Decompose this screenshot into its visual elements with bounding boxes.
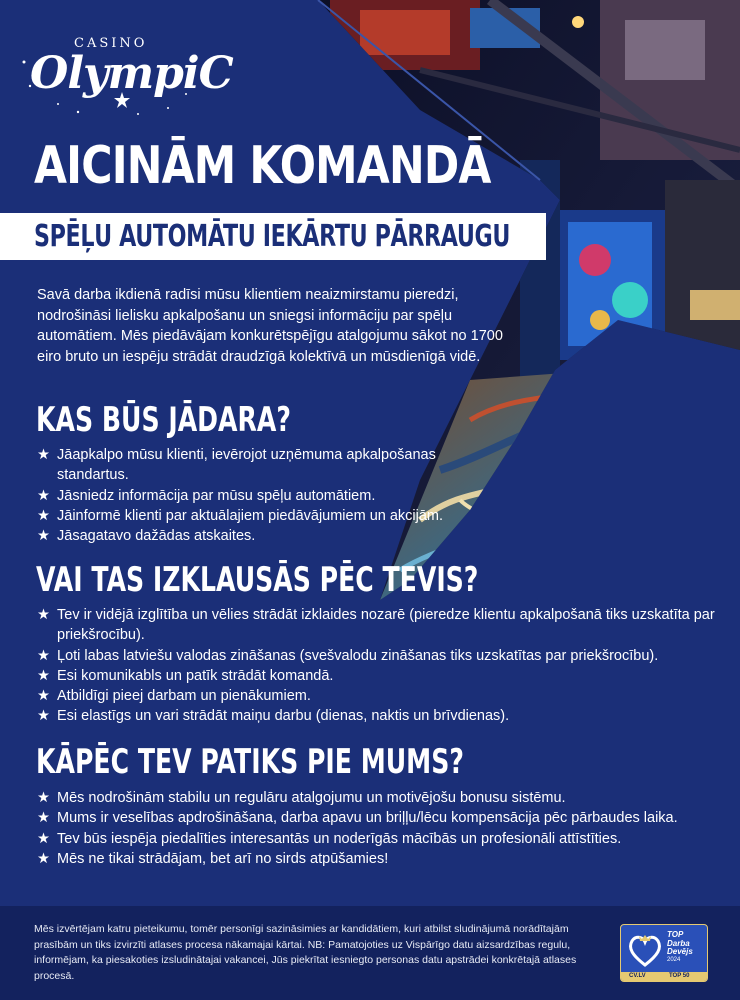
list-item: ★ Jāsagatavo dažādas atskaites. (37, 526, 507, 546)
section-title-duties: KAS BŪS JĀDARA? (36, 400, 291, 440)
page-headline: AICINĀM KOMANDĀ (34, 136, 491, 196)
star-bullet-icon: ★ (37, 447, 50, 463)
list-item: ★ Atbildīgi pieej darbam un pienākumiem. (37, 686, 727, 706)
position-banner (0, 213, 546, 260)
star-bullet-icon: ★ (37, 830, 50, 847)
star-bullet-icon: ★ (37, 607, 50, 623)
logo-olympic-text: OlympiC (30, 48, 233, 99)
badge-footer-bar (621, 972, 707, 981)
list-item: ★ Tev būs iespēja piedalīties interesantās un noderīgās mācībās un profesionāli attīstīties. (37, 829, 717, 849)
star-bullet-icon: ★ (37, 810, 50, 827)
casino-olympic-logo (18, 34, 233, 124)
badge-title: TOP Darba Devējs (667, 930, 693, 956)
list-item: ★ Esi elastīgs un vari strādāt maiņu darbu (dienas, naktis un brīvdienas). (37, 706, 727, 726)
top-employer-badge (620, 924, 708, 982)
benefits-list (37, 788, 717, 869)
star-bullet-icon: ★ (37, 667, 50, 684)
star-bullet-icon: ★ (37, 528, 50, 545)
star-bullet-icon: ★ (37, 507, 50, 524)
list-item: ★ Tev ir vidējā izglītība un vēlies strādāt izklaides nozarē (pieredze klientu apkalpošanā tiks uzskatīta par priekšrocību). (37, 607, 715, 644)
star-bullet-icon: ★ (37, 688, 50, 705)
list-item: ★ Jāapkalpo mūsu klienti, ievērojot uzņēmuma apkalpošanas standartus. (37, 447, 436, 484)
position-title: SPĒĻU AUTOMĀTU IEKĀRTU PĀRRAUGU (34, 219, 511, 254)
star-bullet-icon: ★ (37, 487, 50, 504)
badge-year: 2024 (667, 957, 681, 963)
requirements-list (37, 605, 727, 727)
intro-paragraph: Savā darba ikdienā radīsi mūsu klientiem neaizmirstamu pieredzi, nodrošināsi lielisku apkalpošanu un sniegsi informāciju par spēļu automātiem. Mēs piedāvājam konkurētspējīgu atalgojumu sākot no 1700 eiro bruto un iespēju strādāt draudzīgā kolektīvā un mūsdienīgā vidē. (37, 287, 503, 365)
section-title-benefits: KĀPĒC TEV PATIKS PIE MUMS? (36, 742, 464, 782)
star-bullet-icon: ★ (37, 647, 50, 664)
heart-crown-icon (626, 931, 664, 969)
list-item: ★ Esi komunikabls un patīk strādāt komandā. (37, 666, 727, 686)
list-item: ★ Jāsniedz informācija par mūsu spēļu automātiem. (37, 486, 507, 506)
logo-casino-text: CASINO (74, 36, 148, 51)
disclaimer-text: Mēs izvērtējam katru pieteikumu, tomēr personīgi sazināsimies ar kandidātiem, kuri atbilst sludinājumā norādītajām prasībām un tiks izvirzīti atlases procesa nākamajai kārtai. NB: Pamatojoties uz Vispārīgo datu aizsardzības regulu, informējam, ka piesakoties izsludinātajai vakancei, Jūs piekrītat iesniegto personas datu apstrādei konkrētajā atlases procesā. (34, 923, 577, 982)
duties-list (37, 445, 507, 546)
list-item: ★ Mēs nodrošinām stabilu un regulāru atalgojumu un motivējošu bonusu sistēmu. (37, 788, 717, 808)
star-bullet-icon: ★ (37, 708, 50, 725)
list-item: ★ Ļoti labas latviešu valodas zināšanas (svešvalodu zināšanas tiks uzskatītas par priekšrocību). (37, 646, 727, 666)
star-bullet-icon: ★ (37, 850, 50, 867)
list-item: ★ Jāinformē klienti par aktuālajiem piedāvājumiem un akcijām. (37, 506, 507, 526)
badge-cvlv: CV.LV (629, 973, 646, 979)
star-bullet-icon: ★ (37, 790, 50, 806)
section-title-requirements: VAI TAS IZKLAUSĀS PĒC TEVIS? (36, 560, 479, 600)
badge-top50: TOP 50 (669, 973, 690, 979)
list-item: ★ Mums ir veselības apdrošināšana, darba apavu un briļļu/lēcu kompensācija pēc pārbaudes laika. (37, 808, 717, 828)
list-item: ★ Mēs ne tikai strādājam, bet arī no sirds atpūšamies! (37, 849, 717, 869)
